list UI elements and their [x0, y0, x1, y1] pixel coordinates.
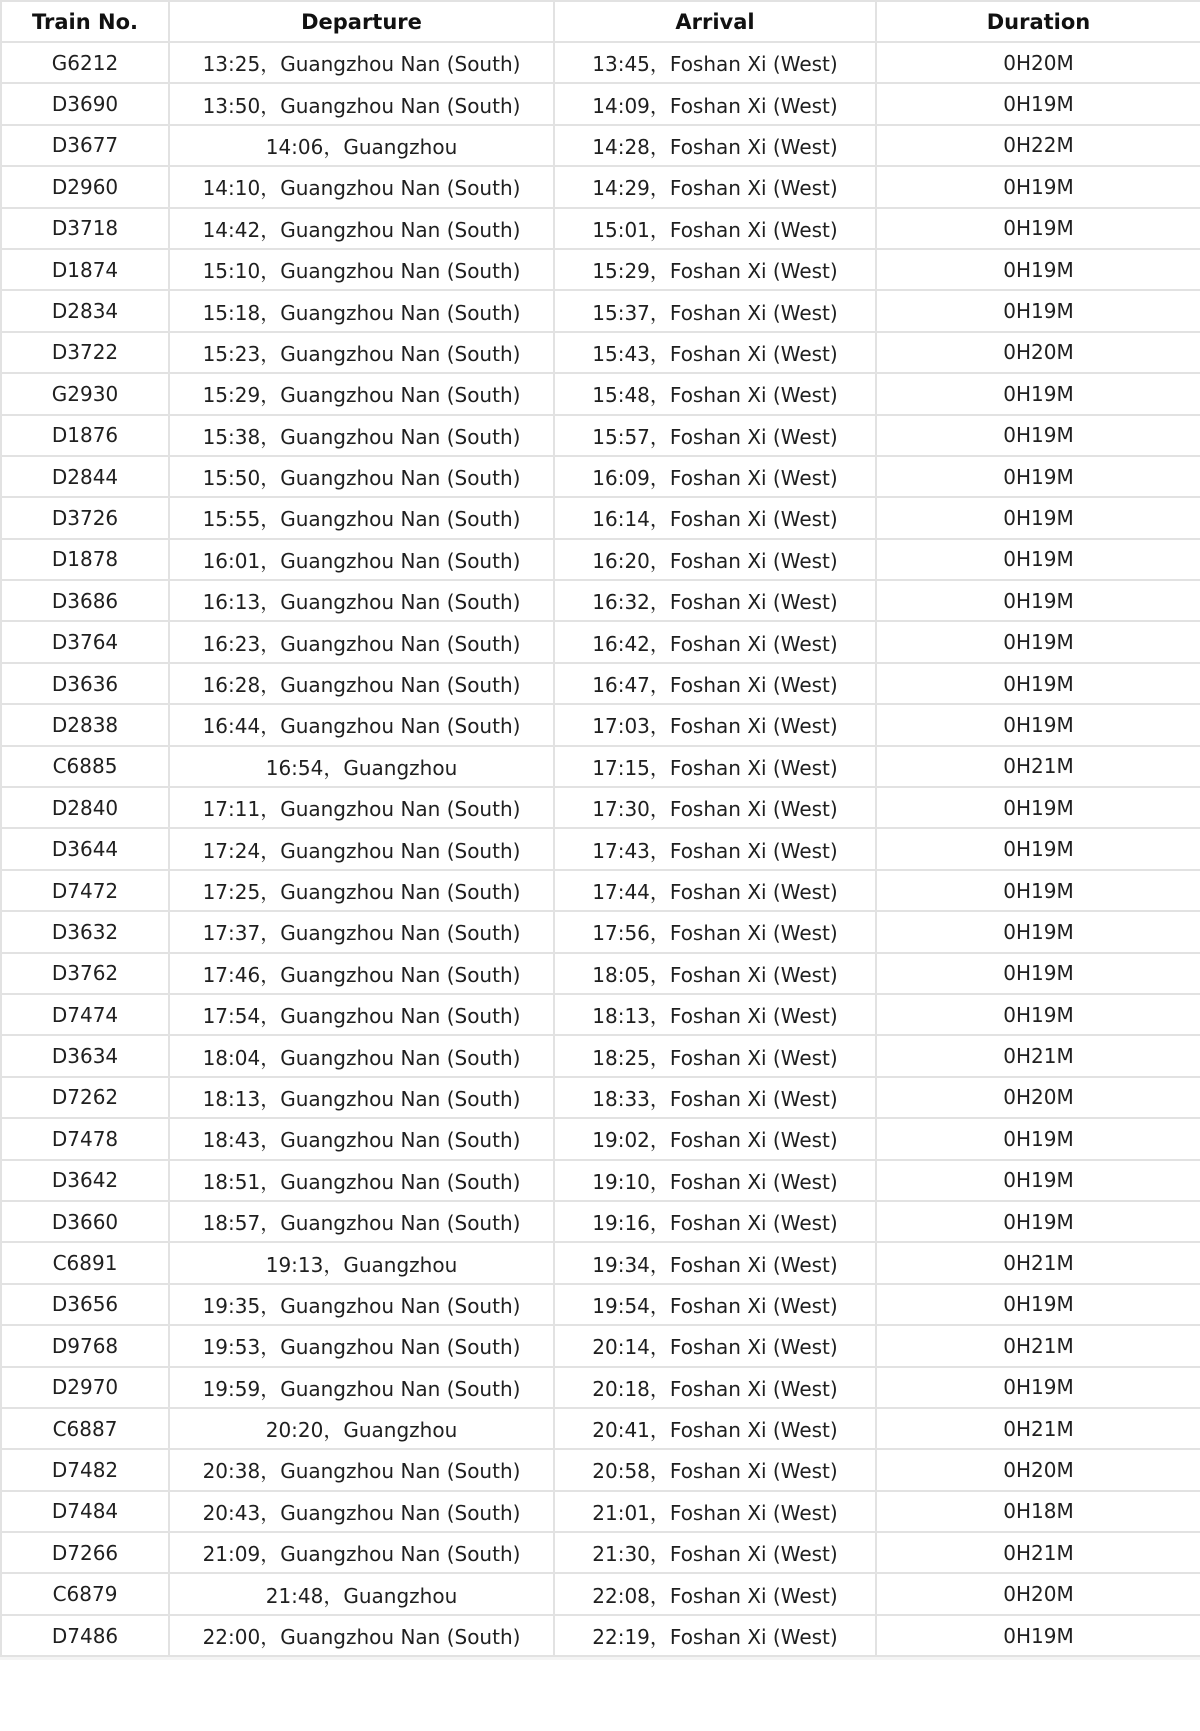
cell-train-no: D3677 — [1, 125, 169, 166]
cell-departure: 16:01，Guangzhou Nan (South) — [169, 539, 554, 580]
cell-departure: 19:59，Guangzhou Nan (South) — [169, 1367, 554, 1408]
cell-departure: 13:25，Guangzhou Nan (South) — [169, 42, 554, 83]
cell-duration: 0H21M — [876, 746, 1200, 787]
header-arrival: Arrival — [554, 1, 876, 42]
cell-arrival: 14:29，Foshan Xi (West) — [554, 166, 876, 207]
cell-duration: 0H19M — [876, 290, 1200, 331]
cell-departure: 18:43，Guangzhou Nan (South) — [169, 1118, 554, 1159]
cell-train-no: D7486 — [1, 1615, 169, 1656]
table-row[interactable] — [1, 1491, 1200, 1532]
table-row[interactable] — [1, 1532, 1200, 1573]
table-row[interactable] — [1, 1118, 1200, 1159]
cell-train-no: D3636 — [1, 663, 169, 704]
cell-duration: 0H19M — [876, 621, 1200, 662]
cell-train-no: D3690 — [1, 83, 169, 124]
cell-departure: 18:51，Guangzhou Nan (South) — [169, 1160, 554, 1201]
cell-train-no: D2834 — [1, 290, 169, 331]
cell-duration: 0H20M — [876, 1573, 1200, 1614]
cell-arrival: 18:13，Foshan Xi (West) — [554, 994, 876, 1035]
cell-duration: 0H19M — [876, 1118, 1200, 1159]
cell-train-no: D2838 — [1, 704, 169, 745]
cell-duration: 0H19M — [876, 1284, 1200, 1325]
cell-train-no: D3660 — [1, 1201, 169, 1242]
cell-departure: 15:10，Guangzhou Nan (South) — [169, 249, 554, 290]
cell-arrival: 16:14，Foshan Xi (West) — [554, 497, 876, 538]
cell-departure: 17:37，Guangzhou Nan (South) — [169, 911, 554, 952]
table-header-row — [1, 1, 1200, 42]
cell-train-no: D7266 — [1, 1532, 169, 1573]
cell-duration: 0H19M — [876, 1615, 1200, 1656]
cell-train-no: C6879 — [1, 1573, 169, 1614]
table-row[interactable] — [1, 1615, 1200, 1656]
table-body — [1, 42, 1200, 1656]
header-train-no: Train No. — [1, 1, 169, 42]
cell-arrival: 20:41，Foshan Xi (West) — [554, 1408, 876, 1449]
cell-arrival: 19:10，Foshan Xi (West) — [554, 1160, 876, 1201]
cell-duration: 0H19M — [876, 828, 1200, 869]
cell-duration: 0H19M — [876, 911, 1200, 952]
cell-arrival: 13:45，Foshan Xi (West) — [554, 42, 876, 83]
cell-departure: 20:20，Guangzhou — [169, 1408, 554, 1449]
cell-departure: 19:53，Guangzhou Nan (South) — [169, 1325, 554, 1366]
cell-departure: 14:42，Guangzhou Nan (South) — [169, 208, 554, 249]
cell-duration: 0H19M — [876, 787, 1200, 828]
cell-duration: 0H19M — [876, 166, 1200, 207]
cell-departure: 17:25，Guangzhou Nan (South) — [169, 870, 554, 911]
cell-arrival: 22:08，Foshan Xi (West) — [554, 1573, 876, 1614]
cell-arrival: 17:43，Foshan Xi (West) — [554, 828, 876, 869]
cell-arrival: 15:43，Foshan Xi (West) — [554, 332, 876, 373]
table-row[interactable] — [1, 456, 1200, 497]
cell-arrival: 14:09，Foshan Xi (West) — [554, 83, 876, 124]
cell-departure: 19:13，Guangzhou — [169, 1242, 554, 1283]
table-row[interactable] — [1, 828, 1200, 869]
cell-arrival: 16:32，Foshan Xi (West) — [554, 580, 876, 621]
cell-arrival: 18:05，Foshan Xi (West) — [554, 953, 876, 994]
cell-duration: 0H19M — [876, 373, 1200, 414]
cell-train-no: D3634 — [1, 1035, 169, 1076]
table-row[interactable] — [1, 1573, 1200, 1614]
cell-departure: 22:00，Guangzhou Nan (South) — [169, 1615, 554, 1656]
cell-arrival: 16:20，Foshan Xi (West) — [554, 539, 876, 580]
cell-duration: 0H19M — [876, 1201, 1200, 1242]
cell-train-no: D2960 — [1, 166, 169, 207]
cell-train-no: C6885 — [1, 746, 169, 787]
cell-train-no: D2844 — [1, 456, 169, 497]
cell-departure: 21:09，Guangzhou Nan (South) — [169, 1532, 554, 1573]
cell-train-no: D3718 — [1, 208, 169, 249]
cell-train-no: D3762 — [1, 953, 169, 994]
table-row[interactable] — [1, 249, 1200, 290]
cell-train-no: D7262 — [1, 1077, 169, 1118]
table-row[interactable] — [1, 42, 1200, 83]
cell-duration: 0H19M — [876, 994, 1200, 1035]
cell-arrival: 17:03，Foshan Xi (West) — [554, 704, 876, 745]
cell-train-no: D7474 — [1, 994, 169, 1035]
cell-duration: 0H19M — [876, 580, 1200, 621]
cell-departure: 16:23，Guangzhou Nan (South) — [169, 621, 554, 662]
cell-arrival: 15:29，Foshan Xi (West) — [554, 249, 876, 290]
cell-arrival: 17:15，Foshan Xi (West) — [554, 746, 876, 787]
cell-arrival: 15:48，Foshan Xi (West) — [554, 373, 876, 414]
cell-duration: 0H20M — [876, 1449, 1200, 1490]
cell-departure: 17:24，Guangzhou Nan (South) — [169, 828, 554, 869]
cell-duration: 0H21M — [876, 1325, 1200, 1366]
table-row[interactable] — [1, 787, 1200, 828]
cell-arrival: 19:02，Foshan Xi (West) — [554, 1118, 876, 1159]
table-row[interactable] — [1, 166, 1200, 207]
cell-train-no: D3644 — [1, 828, 169, 869]
cell-train-no: D3642 — [1, 1160, 169, 1201]
table-row[interactable] — [1, 1160, 1200, 1201]
cell-duration: 0H19M — [876, 870, 1200, 911]
table-row[interactable] — [1, 704, 1200, 745]
cell-duration: 0H19M — [876, 83, 1200, 124]
cell-train-no: D3722 — [1, 332, 169, 373]
cell-duration: 0H22M — [876, 125, 1200, 166]
cell-departure: 15:50，Guangzhou Nan (South) — [169, 456, 554, 497]
table-row[interactable] — [1, 663, 1200, 704]
table-row[interactable] — [1, 290, 1200, 331]
table-row[interactable] — [1, 83, 1200, 124]
cell-arrival: 20:58，Foshan Xi (West) — [554, 1449, 876, 1490]
cell-train-no: D3632 — [1, 911, 169, 952]
cell-arrival: 20:14，Foshan Xi (West) — [554, 1325, 876, 1366]
cell-duration: 0H18M — [876, 1491, 1200, 1532]
cell-arrival: 21:01，Foshan Xi (West) — [554, 1491, 876, 1532]
cell-duration: 0H19M — [876, 663, 1200, 704]
cell-arrival: 17:56，Foshan Xi (West) — [554, 911, 876, 952]
table-row[interactable] — [1, 580, 1200, 621]
cell-duration: 0H20M — [876, 332, 1200, 373]
cell-arrival: 15:37，Foshan Xi (West) — [554, 290, 876, 331]
cell-departure: 13:50，Guangzhou Nan (South) — [169, 83, 554, 124]
cell-departure: 18:13，Guangzhou Nan (South) — [169, 1077, 554, 1118]
cell-duration: 0H20M — [876, 42, 1200, 83]
table-row[interactable] — [1, 208, 1200, 249]
table-row[interactable] — [1, 746, 1200, 787]
cell-departure: 15:23，Guangzhou Nan (South) — [169, 332, 554, 373]
cell-duration: 0H19M — [876, 497, 1200, 538]
cell-train-no: D2840 — [1, 787, 169, 828]
cell-train-no: D3764 — [1, 621, 169, 662]
cell-departure: 21:48，Guangzhou — [169, 1573, 554, 1614]
cell-departure: 16:54，Guangzhou — [169, 746, 554, 787]
header-duration: Duration — [876, 1, 1200, 42]
cell-train-no: D7478 — [1, 1118, 169, 1159]
table-row[interactable] — [1, 1449, 1200, 1490]
cell-arrival: 19:54，Foshan Xi (West) — [554, 1284, 876, 1325]
cell-train-no: D9768 — [1, 1325, 169, 1366]
cell-train-no: D7482 — [1, 1449, 169, 1490]
cell-departure: 16:13，Guangzhou Nan (South) — [169, 580, 554, 621]
cell-duration: 0H19M — [876, 953, 1200, 994]
table-row[interactable] — [1, 373, 1200, 414]
cell-departure: 16:44，Guangzhou Nan (South) — [169, 704, 554, 745]
cell-departure: 19:35，Guangzhou Nan (South) — [169, 1284, 554, 1325]
cell-duration: 0H19M — [876, 1160, 1200, 1201]
table-row[interactable] — [1, 953, 1200, 994]
cell-departure: 18:57，Guangzhou Nan (South) — [169, 1201, 554, 1242]
table-row[interactable] — [1, 1408, 1200, 1449]
cell-train-no: G6212 — [1, 42, 169, 83]
cell-departure: 15:29，Guangzhou Nan (South) — [169, 373, 554, 414]
table-row[interactable] — [1, 539, 1200, 580]
cell-duration: 0H19M — [876, 249, 1200, 290]
cell-duration: 0H21M — [876, 1532, 1200, 1573]
table-row[interactable] — [1, 870, 1200, 911]
cell-train-no: D3726 — [1, 497, 169, 538]
cell-arrival: 15:57，Foshan Xi (West) — [554, 415, 876, 456]
cell-train-no: C6891 — [1, 1242, 169, 1283]
cell-arrival: 19:16，Foshan Xi (West) — [554, 1201, 876, 1242]
cell-departure: 14:10，Guangzhou Nan (South) — [169, 166, 554, 207]
table-row[interactable] — [1, 1077, 1200, 1118]
table-row[interactable] — [1, 415, 1200, 456]
cell-train-no: G2930 — [1, 373, 169, 414]
table-row[interactable] — [1, 994, 1200, 1035]
cell-arrival: 18:33，Foshan Xi (West) — [554, 1077, 876, 1118]
table-row[interactable] — [1, 1367, 1200, 1408]
cell-arrival: 21:30，Foshan Xi (West) — [554, 1532, 876, 1573]
table-row[interactable] — [1, 1284, 1200, 1325]
cell-duration: 0H19M — [876, 415, 1200, 456]
cell-train-no: D2970 — [1, 1367, 169, 1408]
cell-departure: 15:38，Guangzhou Nan (South) — [169, 415, 554, 456]
table-row[interactable] — [1, 911, 1200, 952]
table-row[interactable] — [1, 332, 1200, 373]
cell-train-no: D3686 — [1, 580, 169, 621]
cell-duration: 0H21M — [876, 1408, 1200, 1449]
cell-train-no: C6887 — [1, 1408, 169, 1449]
cell-duration: 0H20M — [876, 1077, 1200, 1118]
cell-train-no: D1876 — [1, 415, 169, 456]
cell-departure: 17:54，Guangzhou Nan (South) — [169, 994, 554, 1035]
cell-arrival: 20:18，Foshan Xi (West) — [554, 1367, 876, 1408]
cell-arrival: 18:25，Foshan Xi (West) — [554, 1035, 876, 1076]
cell-arrival: 16:09，Foshan Xi (West) — [554, 456, 876, 497]
cell-arrival: 17:30，Foshan Xi (West) — [554, 787, 876, 828]
cell-arrival: 19:34，Foshan Xi (West) — [554, 1242, 876, 1283]
cell-duration: 0H19M — [876, 1367, 1200, 1408]
table-row[interactable] — [1, 125, 1200, 166]
cell-arrival: 14:28，Foshan Xi (West) — [554, 125, 876, 166]
cell-arrival: 17:44，Foshan Xi (West) — [554, 870, 876, 911]
header-departure: Departure — [169, 1, 554, 42]
cell-arrival: 16:47，Foshan Xi (West) — [554, 663, 876, 704]
cell-train-no: D1874 — [1, 249, 169, 290]
cell-arrival: 22:19，Foshan Xi (West) — [554, 1615, 876, 1656]
cell-departure: 16:28，Guangzhou Nan (South) — [169, 663, 554, 704]
cell-departure: 20:43，Guangzhou Nan (South) — [169, 1491, 554, 1532]
cell-duration: 0H21M — [876, 1035, 1200, 1076]
cell-train-no: D1878 — [1, 539, 169, 580]
cell-departure: 17:46，Guangzhou Nan (South) — [169, 953, 554, 994]
cell-duration: 0H21M — [876, 1242, 1200, 1283]
cell-arrival: 15:01，Foshan Xi (West) — [554, 208, 876, 249]
scroll-edge — [0, 1657, 1200, 1660]
cell-duration: 0H19M — [876, 456, 1200, 497]
cell-departure: 15:55，Guangzhou Nan (South) — [169, 497, 554, 538]
cell-departure: 17:11，Guangzhou Nan (South) — [169, 787, 554, 828]
cell-departure: 14:06，Guangzhou — [169, 125, 554, 166]
cell-duration: 0H19M — [876, 539, 1200, 580]
cell-departure: 18:04，Guangzhou Nan (South) — [169, 1035, 554, 1076]
cell-train-no: D7484 — [1, 1491, 169, 1532]
table-row[interactable] — [1, 1325, 1200, 1366]
cell-train-no: D7472 — [1, 870, 169, 911]
cell-departure: 15:18，Guangzhou Nan (South) — [169, 290, 554, 331]
table-row[interactable] — [1, 1035, 1200, 1076]
table-row[interactable] — [1, 1201, 1200, 1242]
cell-duration: 0H19M — [876, 704, 1200, 745]
cell-arrival: 16:42，Foshan Xi (West) — [554, 621, 876, 662]
table-row[interactable] — [1, 497, 1200, 538]
table-row[interactable] — [1, 1242, 1200, 1283]
cell-train-no: D3656 — [1, 1284, 169, 1325]
cell-duration: 0H19M — [876, 208, 1200, 249]
table-row[interactable] — [1, 621, 1200, 662]
cell-departure: 20:38，Guangzhou Nan (South) — [169, 1449, 554, 1490]
